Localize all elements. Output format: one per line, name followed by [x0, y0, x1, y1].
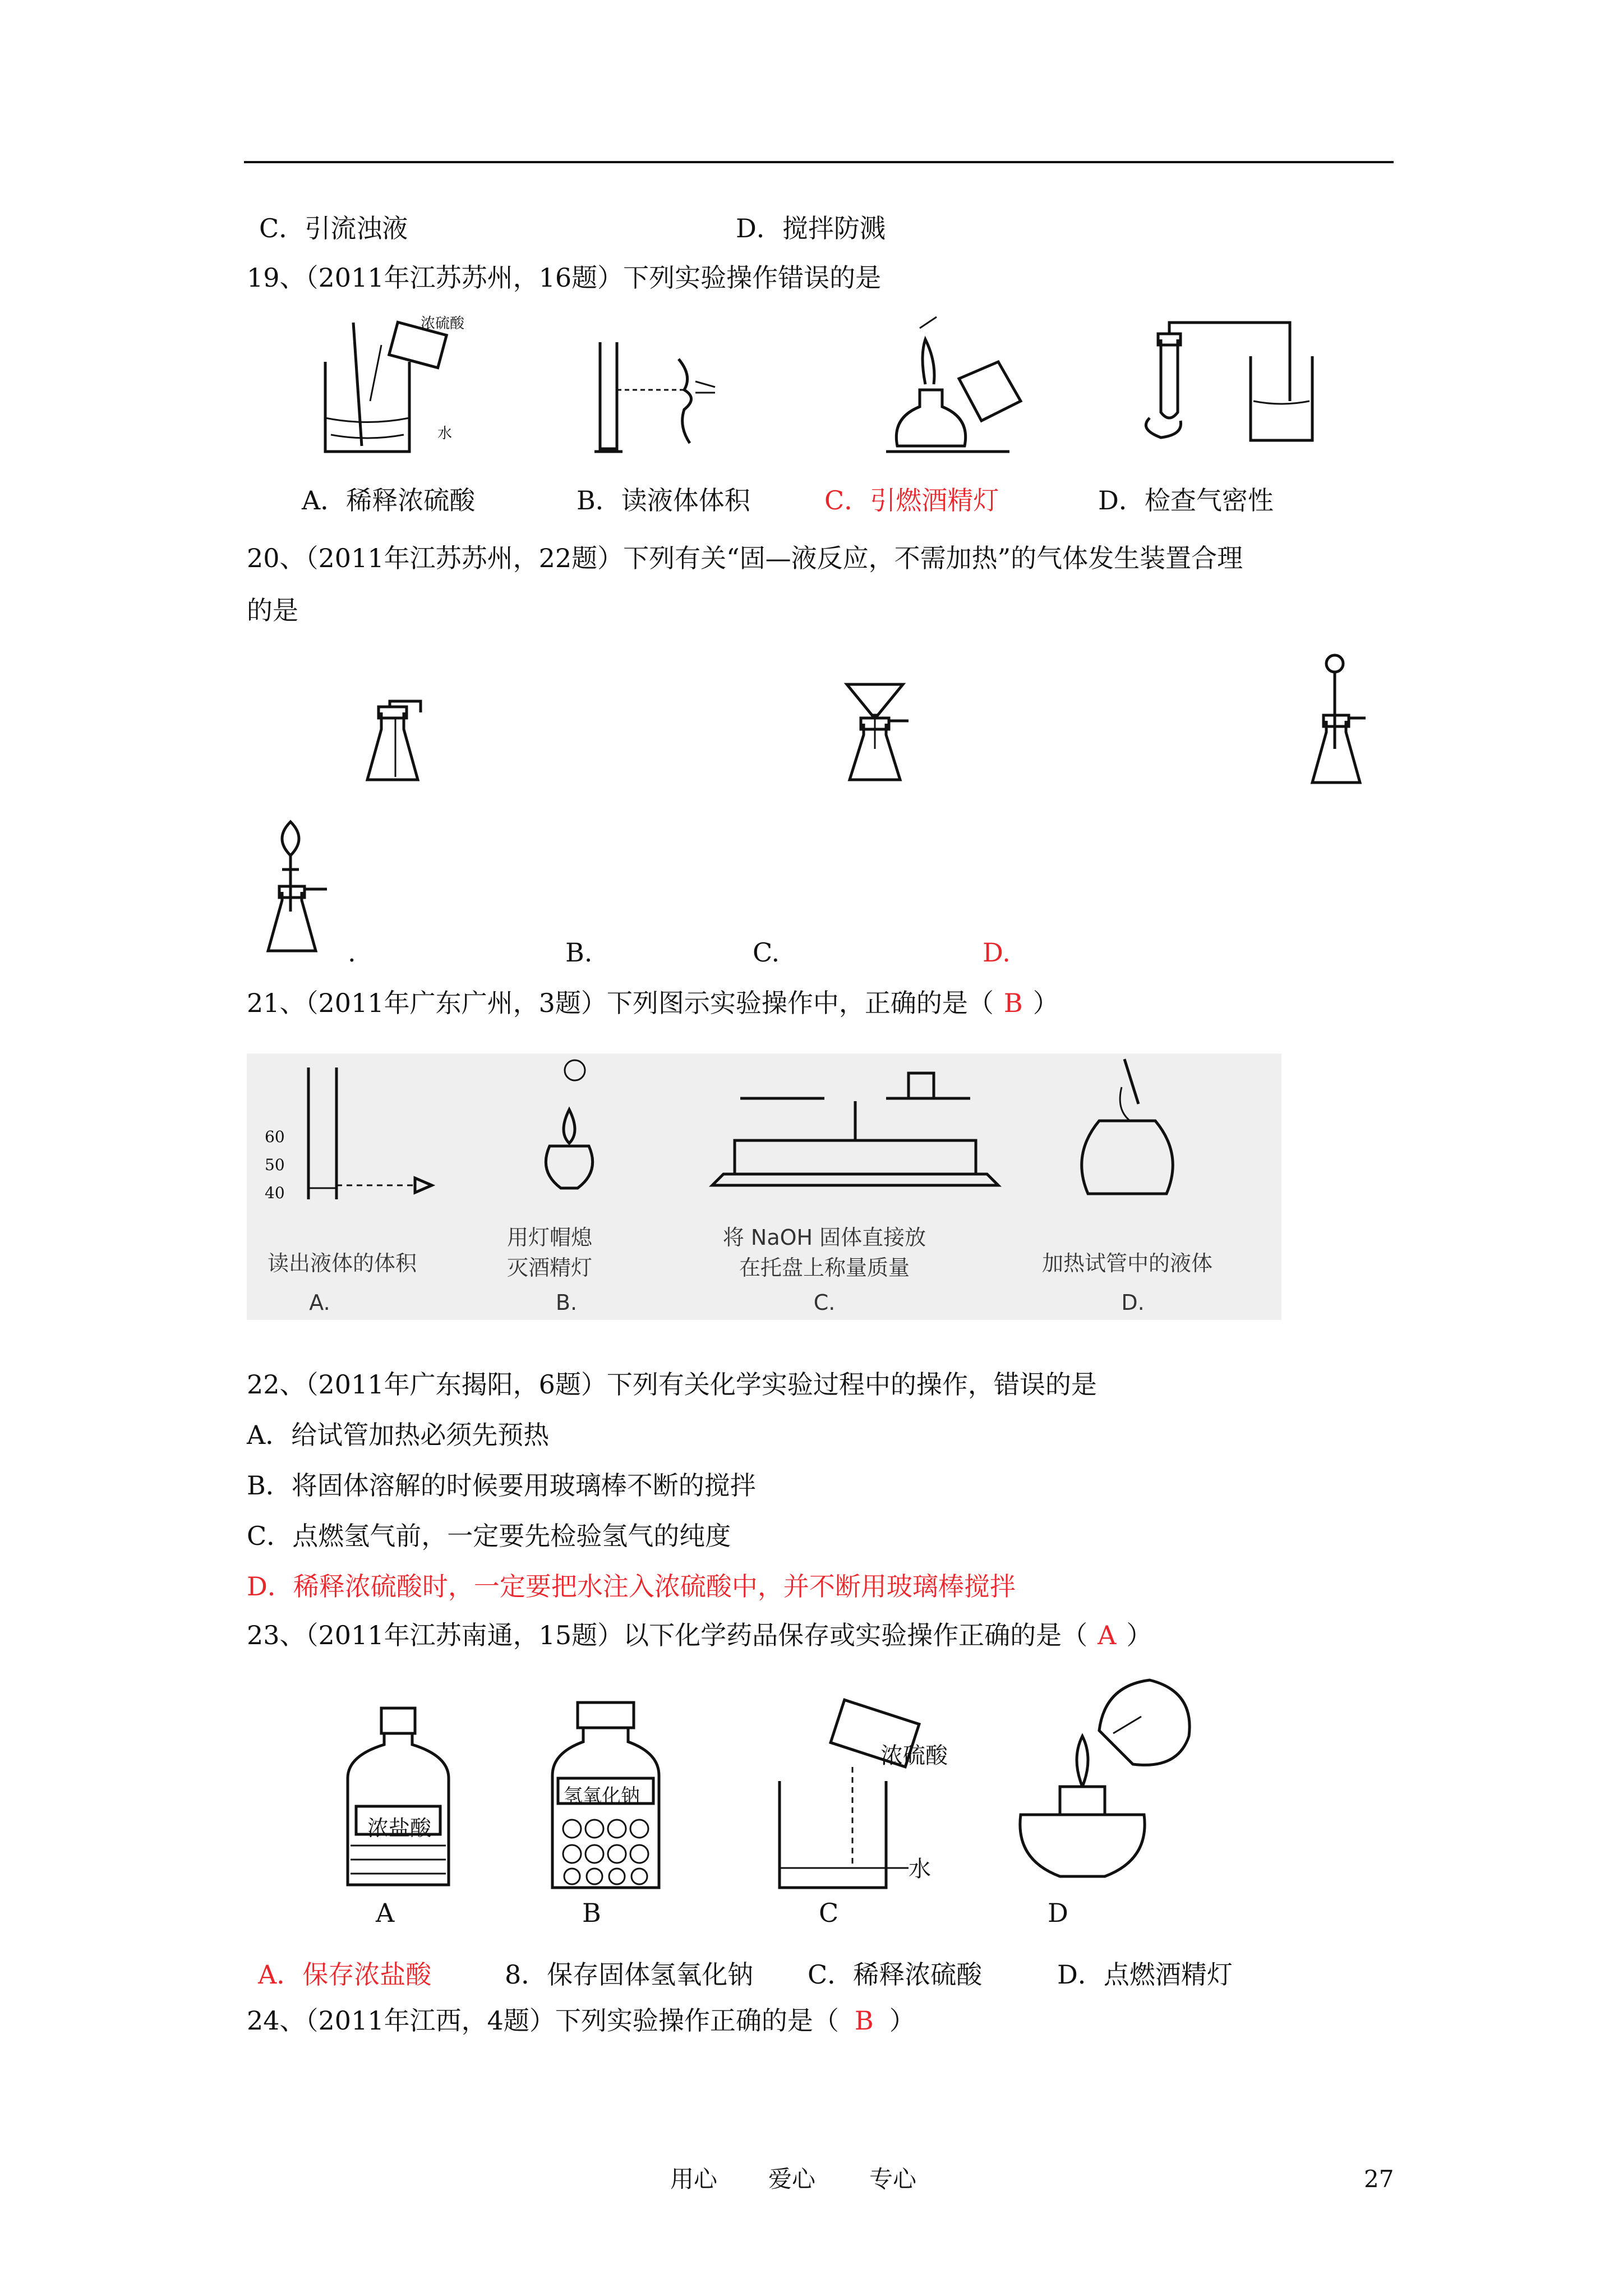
footer-motto-2: 爱心: [768, 2165, 816, 2193]
q24-answer: B: [854, 2005, 874, 2036]
q23-figure-c: [774, 1700, 959, 1893]
q23-letter-d: D: [1048, 1898, 1068, 1928]
q20-option-b: B.: [565, 937, 593, 968]
q21-caption-c1: 将 NaOH 固体直接放: [722, 1225, 926, 1250]
q23-letter-a: A: [376, 1898, 395, 1928]
q23-stem-text: 23、（2011年江苏南通，15题）以下化学药品保存或实验操作正确的是（: [247, 1620, 1088, 1650]
q23-stem: [247, 1618, 1152, 1652]
q23-answer: A: [1098, 1620, 1117, 1650]
q20-figure-b: [841, 682, 914, 785]
q20-option-d: D.: [983, 937, 1011, 968]
q23-label-acid: 浓硫酸: [880, 1743, 948, 1769]
q21-letter-d: D.: [1121, 1290, 1145, 1315]
q19-figure-b: [594, 337, 723, 460]
q19-figure-c: [886, 317, 1026, 454]
q21-stem-end: ）: [1032, 988, 1059, 1018]
q19-figure-d: [1138, 317, 1318, 452]
q22-stem: 22、（2011年广东揭阳，6题）下列有关化学实验过程中的操作，错误的是: [247, 1369, 1097, 1400]
q18-option-d: D．搅拌防溅: [736, 213, 886, 243]
q21-tick-50: 50: [265, 1156, 285, 1174]
q23-label-water: 水: [909, 1856, 931, 1882]
q19-label-acid: 浓硫酸: [421, 315, 465, 332]
q23-option-a: A．保存浓盐酸: [258, 1959, 432, 1990]
q19-option-c: C．引燃酒精灯: [824, 485, 999, 516]
q21-letter-c: C.: [813, 1290, 836, 1315]
q23-option-b: 8．保存固体氢氧化钠: [505, 1959, 754, 1990]
q23-figure-a: [342, 1705, 454, 1890]
q21-caption-b2: 灭酒精灯: [506, 1255, 592, 1280]
q23-label-naoh: 氢氧化钠: [564, 1785, 640, 1807]
q21-tick-60: 60: [265, 1128, 285, 1146]
q21-caption-c2: 在托盘上称量质量: [739, 1255, 910, 1280]
q21-caption-b1: 用灯帽熄: [506, 1225, 592, 1250]
footer-motto-1: 用心: [670, 2165, 718, 2193]
q22-option-a: A．给试管加热必须先预热: [247, 1420, 550, 1450]
q24-stem-end: ）: [889, 2005, 915, 2036]
q20-option-c: C.: [753, 937, 780, 968]
q21-stem-text: 21、（2011年广东广州，3题）下列图示实验操作中，正确的是（: [247, 988, 994, 1018]
page-number: 27: [1364, 2165, 1394, 2193]
q23-letter-b: B: [582, 1898, 601, 1928]
q18-option-c: C．引流浊液: [259, 213, 408, 243]
q20-stem-line2: 的是: [247, 595, 298, 625]
q23-option-d: D．点燃酒精灯: [1057, 1959, 1233, 1990]
header-rule: [244, 161, 1394, 163]
q23-stem-end: ）: [1126, 1620, 1152, 1650]
q22-option-c: C．点燃氢气前，一定要先检验氢气的纯度: [247, 1521, 731, 1551]
q22-option-d: D．稀释浓硫酸时，一定要把水注入浓硫酸中，并不断用玻璃棒搅拌: [247, 1571, 1016, 1602]
q21-letter-b: B.: [555, 1290, 578, 1315]
q21-stem: [247, 986, 1059, 1020]
footer-motto-3: 专心: [869, 2165, 917, 2193]
q19-option-a: A．稀释浓硫酸: [302, 485, 476, 516]
q20-figure-d: [262, 816, 335, 956]
q21-tick-40: 40: [265, 1184, 285, 1202]
q23-label-hcl: 浓盐酸: [367, 1816, 432, 1841]
q24-stem-text: 24、（2011年江西，4题）下列实验操作正确的是（: [247, 2005, 839, 2036]
q20-stem-line1: 20、（2011年江苏苏州，22题）下列有关“固—液反应，不需加热”的气体发生装置合理: [247, 543, 1243, 573]
q21-caption-d: 加热试管中的液体: [1041, 1251, 1212, 1276]
q19-label-water: 水: [437, 425, 453, 442]
q23-letter-c: C: [819, 1898, 839, 1928]
q20-figure-a: [365, 701, 426, 785]
q19-stem: 19、（2011年江苏苏州，16题）下列实验操作错误的是: [247, 263, 882, 293]
q24-stem: [247, 2004, 915, 2037]
q21-caption-a: 读出液体的体积: [267, 1251, 417, 1276]
q23-option-c: C．稀释浓硫酸: [808, 1959, 983, 1990]
q22-option-b: B．将固体溶解的时候要用玻璃棒不断的搅拌: [247, 1470, 756, 1501]
q21-letter-a: A.: [309, 1290, 330, 1315]
q19-option-d: D．检查气密性: [1098, 485, 1274, 516]
q20-option-a: .: [348, 937, 356, 968]
q19-option-b: B．读液体体积: [577, 485, 750, 516]
q20-figure-c: [1307, 654, 1368, 788]
q21-answer: B: [1003, 988, 1023, 1018]
q23-figure-d: [1009, 1674, 1200, 1888]
